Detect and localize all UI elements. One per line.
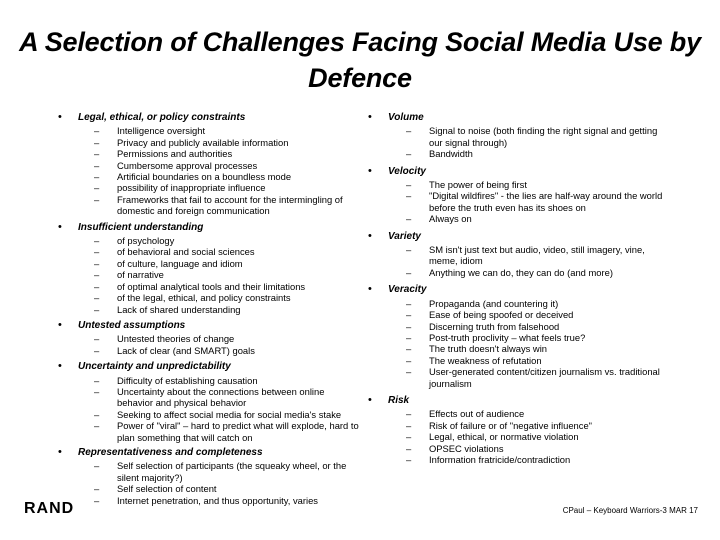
dash-icon: – — [406, 190, 412, 202]
dash-icon: – — [94, 292, 100, 304]
list-item — [368, 267, 664, 278]
list-item — [58, 409, 360, 420]
list-item-text: Internet penetration, and thus opportunity, varies — [117, 494, 318, 506]
list-item-text: Frameworks that fail to account for the intermingling of domestic and foreign communication — [117, 193, 343, 217]
list-item-text: Effects out of audience — [429, 408, 525, 420]
dash-icon: – — [406, 343, 412, 355]
list-item-text: Legal, ethical, or normative violation — [429, 431, 579, 443]
list-item-text: Difficulty of establishing causation — [117, 374, 258, 386]
list-item-text: Self selection of participants (the squeaky wheel, or the silent majority?) — [117, 460, 347, 483]
list-item — [58, 333, 360, 344]
section-legal — [58, 112, 360, 217]
bullet-icon: • — [58, 445, 62, 458]
sub-list — [368, 298, 664, 389]
list-item-text: of narrative — [117, 269, 164, 281]
list-item — [58, 182, 360, 193]
dash-icon: – — [94, 408, 100, 420]
dash-icon: – — [94, 280, 100, 292]
list-item-text: Always on — [429, 213, 472, 225]
list-item — [368, 366, 664, 389]
dash-icon: – — [406, 366, 412, 378]
list-item-text: Intelligence oversight — [117, 125, 206, 137]
dash-icon: – — [94, 257, 100, 269]
sub-list — [368, 244, 664, 278]
list-item — [368, 443, 664, 454]
list-item-text: Artificial boundaries on a boundless mode — [117, 171, 292, 183]
sub-list — [58, 125, 360, 216]
section-heading-text: Untested assumptions — [78, 319, 186, 331]
section-representativeness — [58, 447, 360, 506]
dash-icon: – — [94, 246, 100, 258]
dash-icon: – — [94, 136, 100, 148]
list-item-text: OPSEC violations — [429, 442, 504, 454]
sub-list — [58, 375, 360, 443]
section-heading — [58, 222, 360, 233]
section-variety — [368, 231, 664, 279]
section-veracity — [368, 284, 664, 389]
list-item-text: Seeking to affect social media for social media's stake — [117, 408, 342, 420]
dash-icon: – — [406, 266, 412, 278]
list-item — [58, 148, 360, 159]
list-item — [58, 495, 360, 506]
section-heading-text: Variety — [388, 230, 421, 242]
list-item-text: of optimal analytical tools and their limitations — [117, 280, 306, 292]
right-column — [368, 112, 664, 465]
section-heading — [58, 447, 360, 458]
section-volume — [368, 112, 664, 160]
dash-icon: – — [94, 269, 100, 281]
bullet-icon: • — [58, 318, 62, 331]
list-item-text: Risk of failure or of "negative influence" — [429, 419, 592, 431]
dash-icon: – — [406, 213, 412, 225]
bullet-icon: • — [58, 360, 62, 373]
list-item — [368, 420, 664, 431]
dash-icon: – — [406, 125, 412, 137]
sub-list — [368, 179, 664, 225]
dash-icon: – — [94, 303, 100, 315]
list-item-text: Anything we can do, they can do (and more) — [429, 266, 613, 278]
dash-icon: – — [94, 483, 100, 495]
section-heading — [368, 231, 664, 242]
list-item — [58, 125, 360, 136]
list-item-text: The weakness of refutation — [429, 354, 542, 366]
sub-list — [368, 408, 664, 465]
dash-icon: – — [94, 235, 100, 247]
list-item-text: Propaganda (and countering it) — [429, 297, 559, 309]
dash-icon: – — [94, 193, 100, 205]
list-item-text: Untested theories of change — [117, 333, 235, 345]
dash-icon: – — [94, 171, 100, 183]
list-item — [58, 292, 360, 303]
list-item — [58, 304, 360, 315]
sub-list — [58, 460, 360, 506]
list-item — [368, 408, 664, 419]
dash-icon: – — [406, 297, 412, 309]
list-item — [368, 298, 664, 309]
bullet-icon: • — [58, 220, 62, 233]
list-item — [58, 281, 360, 292]
list-item — [368, 355, 664, 366]
slide-title: A Selection of Challenges Facing Social Media Use by Defence — [19, 27, 701, 93]
list-item-text: of the legal, ethical, and policy constraints — [117, 292, 291, 304]
list-item-text: Uncertainty about the connections between online behavior and physical behavior — [117, 385, 325, 409]
section-heading-text: Risk — [388, 394, 410, 406]
list-item — [368, 125, 664, 148]
dash-icon: – — [94, 344, 100, 356]
list-item-text: Bandwidth — [429, 148, 473, 160]
dash-icon: – — [406, 309, 412, 321]
bullet-icon: • — [368, 283, 372, 296]
sub-list — [58, 235, 360, 315]
dash-icon: – — [94, 333, 100, 345]
list-item-text: Lack of shared understanding — [117, 303, 241, 315]
list-item-text: Signal to noise (both finding the right signal and getting our signal through) — [429, 125, 658, 148]
list-item — [58, 460, 360, 483]
dash-icon: – — [406, 453, 412, 465]
section-heading-text: Veracity — [388, 284, 427, 296]
section-heading-text: Insufficient understanding — [78, 221, 204, 233]
list-item-text: "Digital wildfires" - the lies are half-way around the world before the truth even has its shoes on — [429, 190, 663, 213]
list-item-text: Cumbersome approval processes — [117, 159, 258, 171]
list-item — [368, 309, 664, 320]
dash-icon: – — [406, 408, 412, 420]
section-heading-text: Legal, ethical, or policy constraints — [78, 112, 246, 123]
list-item — [58, 246, 360, 257]
bullet-icon: • — [368, 111, 372, 123]
list-item-text: Privacy and publicly available information — [117, 136, 289, 148]
section-heading — [368, 166, 664, 177]
list-item-text: possibility of inappropriate influence — [117, 182, 266, 194]
dash-icon: – — [94, 385, 100, 397]
list-item — [368, 179, 664, 190]
list-item-text: Information fratricide/contradiction — [429, 453, 571, 465]
bullet-icon: • — [58, 111, 62, 123]
dash-icon: – — [94, 460, 100, 472]
list-item — [368, 190, 664, 213]
dash-icon: – — [94, 182, 100, 194]
section-velocity — [368, 166, 664, 225]
list-item-text: Power of "viral" – hard to predict what will explode, hard to plan something that will catch on — [117, 420, 359, 443]
section-heading — [368, 395, 664, 406]
section-heading-text: Volume — [388, 112, 424, 123]
list-item — [58, 386, 360, 409]
sub-list — [58, 333, 360, 356]
bullet-icon: • — [368, 393, 372, 406]
list-item-text: of psychology — [117, 235, 175, 247]
section-heading-text: Velocity — [388, 165, 426, 177]
list-item — [58, 137, 360, 148]
list-item-text: Ease of being spoofed or deceived — [429, 309, 574, 321]
list-item-text: Lack of clear (and SMART) goals — [117, 344, 255, 356]
dash-icon: – — [94, 125, 100, 137]
list-item-text: Discerning truth from falsehood — [429, 320, 560, 332]
list-item — [368, 431, 664, 442]
list-item-text: The truth doesn't always win — [429, 343, 547, 355]
list-item — [58, 160, 360, 171]
section-heading-text: Uncertainty and unpredictability — [78, 361, 231, 373]
section-heading-text: Representativeness and completeness — [78, 446, 263, 458]
section-heading — [368, 284, 664, 295]
dash-icon: – — [406, 320, 412, 332]
section-heading — [58, 112, 360, 123]
section-risk — [368, 395, 664, 465]
section-heading — [58, 361, 360, 372]
list-item — [368, 343, 664, 354]
list-item — [58, 375, 360, 386]
list-item — [368, 454, 664, 465]
list-item-text: Permissions and authorities — [117, 148, 233, 160]
list-item — [58, 194, 360, 217]
dash-icon: – — [406, 179, 412, 191]
dash-icon: – — [94, 148, 100, 160]
slide-footer: CPaul – Keyboard Warriors-3 MAR 17 — [562, 506, 698, 515]
list-item — [58, 258, 360, 269]
bullet-icon: • — [368, 164, 372, 177]
bullet-icon: • — [368, 229, 372, 242]
list-item — [368, 332, 664, 343]
dash-icon: – — [94, 494, 100, 506]
list-item — [368, 213, 664, 224]
list-item-text: SM isn't just text but audio, video, still imagery, vine, meme, idiom — [429, 244, 645, 267]
list-item — [58, 171, 360, 182]
list-item — [368, 244, 664, 267]
list-item — [58, 235, 360, 246]
list-item — [58, 483, 360, 494]
dash-icon: – — [94, 159, 100, 171]
dash-icon: – — [406, 331, 412, 343]
list-item — [368, 321, 664, 332]
section-heading — [58, 320, 360, 331]
left-column — [58, 112, 360, 506]
section-assumptions — [58, 320, 360, 356]
dash-icon: – — [406, 148, 412, 160]
dash-icon: – — [406, 244, 412, 256]
list-item — [58, 420, 360, 443]
sub-list — [368, 125, 664, 159]
list-item-text: of culture, language and idiom — [117, 257, 243, 269]
list-item-text: User-generated content/citizen journalism vs. traditional journalism — [429, 366, 660, 389]
section-heading — [368, 112, 664, 123]
section-uncertainty — [58, 361, 360, 443]
list-item — [368, 148, 664, 159]
dash-icon: – — [406, 442, 412, 454]
list-item-text: of behavioral and social sciences — [117, 246, 255, 258]
list-item-text: Post-truth proclivity – what feels true? — [429, 331, 586, 343]
dash-icon: – — [406, 431, 412, 443]
list-item-text: Self selection of content — [117, 483, 217, 495]
section-understanding — [58, 222, 360, 315]
dash-icon: – — [406, 419, 412, 431]
rand-logo: RAND — [24, 500, 75, 517]
dash-icon: – — [94, 420, 100, 432]
dash-icon: – — [406, 354, 412, 366]
list-item-text: The power of being first — [429, 179, 527, 191]
dash-icon: – — [94, 374, 100, 386]
list-item — [58, 269, 360, 280]
list-item — [58, 345, 360, 356]
